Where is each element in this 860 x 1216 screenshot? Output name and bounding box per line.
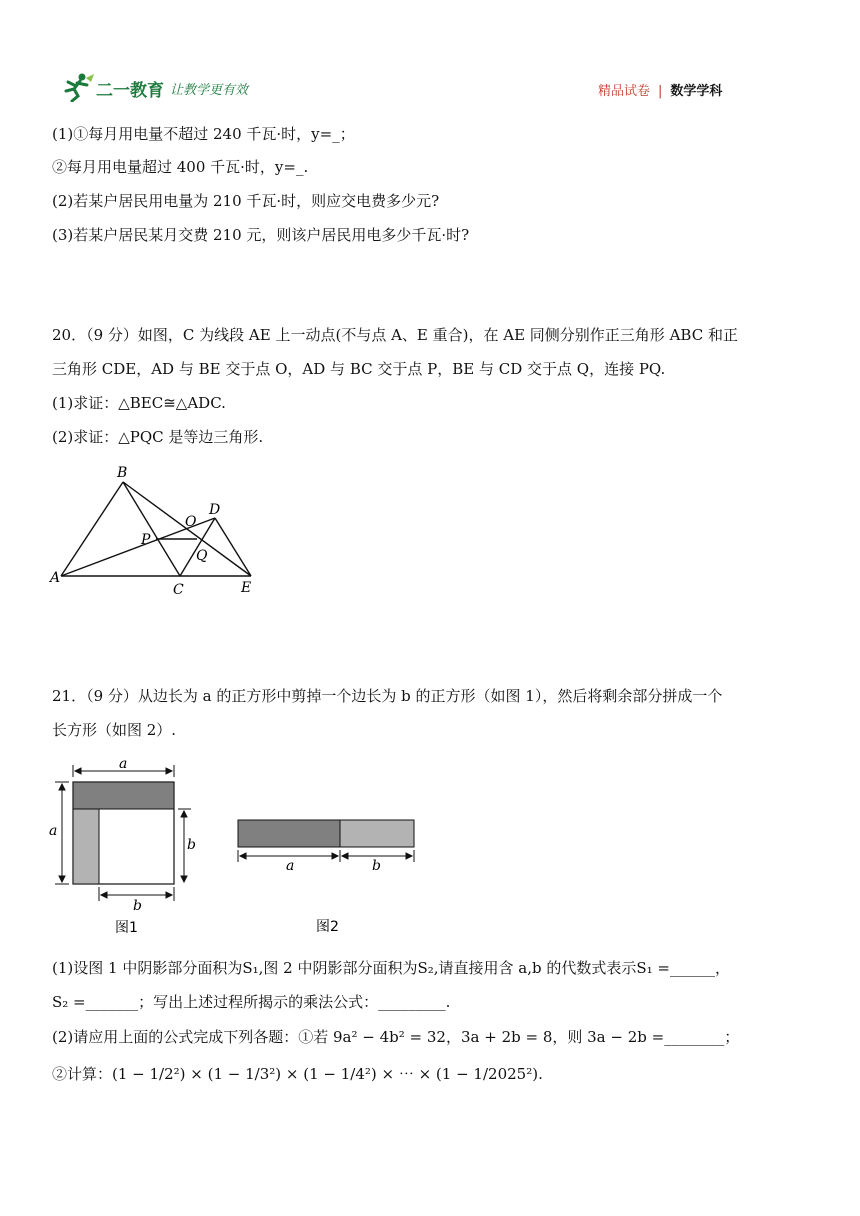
- header-subject: 数学学科: [670, 84, 723, 99]
- fig2-label-b: b: [372, 858, 381, 874]
- q19-line-2: ②每月用电量超过 400 千瓦·时，y=_.: [52, 158, 309, 176]
- q21-line-2: 长方形（如图 2）.: [52, 721, 177, 739]
- q19-line-4: (3)若某户居民某月交费 210 元，则该户居民用电多少千瓦·时?: [52, 226, 470, 244]
- q19-line-1: (1)①每月用电量不超过 240 千瓦·时，y=_；: [52, 125, 355, 143]
- header-separator: |: [658, 84, 663, 99]
- fig1-label-left-a: a: [49, 823, 58, 839]
- shaded-top-strip: [73, 782, 174, 809]
- q21-part-2-line-2: ②计算：(1 − 1/2²) × (1 − 1/3²) × (1 − 1/4²) × ⋯ × (1 − 1/2025²).: [52, 1065, 543, 1083]
- fig2-light-rect: [340, 820, 414, 847]
- label-Q: Q: [196, 548, 208, 564]
- q20-part-1: (1)求证：△BEC≅△ADC.: [52, 394, 226, 412]
- q21-part-1-line-2: S₂ =_______；写出上述过程所揭示的乘法公式：_________.: [52, 993, 451, 1011]
- fig2-caption: 图2: [316, 919, 339, 935]
- header-tag: 精品试卷: [598, 84, 651, 99]
- shaded-left-strip: [73, 809, 99, 884]
- q21-part-1-line-1: (1)设图 1 中阴影部分面积为S₁,图 2 中阴影部分面积为S₂,请直接用含 a,b 的代数式表示S₁ =______，: [52, 959, 730, 977]
- header-logo: [60, 72, 260, 102]
- q21-figure-1: [45, 755, 215, 940]
- q20-line-1: 20．（9 分）如图，C 为线段 AE 上一动点(不与点 A、E 重合)，在 AE 同侧分别作正三角形 ABC 和正: [52, 326, 738, 344]
- segment-AB: [61, 482, 123, 576]
- brand-slogan: 让教学更有效: [170, 83, 249, 98]
- label-C: C: [173, 582, 184, 598]
- label-O: O: [185, 514, 197, 530]
- fig1-label-right-b: b: [187, 837, 196, 853]
- fig2-label-a: a: [286, 858, 295, 874]
- label-E: E: [241, 580, 252, 596]
- label-P: P: [141, 532, 151, 548]
- fig1-label-top-a: a: [119, 756, 128, 772]
- segment-BC: [123, 482, 180, 576]
- q21-part-2-line-1: (2)请应用上面的公式完成下列各题：①若 9a² − 4b² = 32，3a + 2b = 8，则 3a − 2b =________；: [52, 1028, 740, 1046]
- label-A: A: [50, 570, 61, 586]
- fig1-caption: 图1: [115, 920, 138, 936]
- header-right: [598, 80, 722, 99]
- label-B: B: [117, 465, 128, 481]
- q21-figure-2: [230, 810, 430, 940]
- segment-DE: [215, 518, 251, 576]
- brand-name: 二一教育: [96, 81, 164, 101]
- q20-line-2: 三角形 CDE，AD 与 BE 交于点 O，AD 与 BC 交于点 P，BE 与 CD 交于点 Q，连接 PQ.: [52, 360, 666, 378]
- q20-part-2: (2)求证：△PQC 是等边三角形.: [52, 428, 264, 446]
- q21-line-1: 21．（9 分）从边长为 a 的正方形中剪掉一个边长为 b 的正方形（如图 1），然后将剩余部分拼成一个: [52, 687, 723, 705]
- runner-logo-icon: [60, 72, 96, 102]
- q19-line-3: (2)若某户居民用电量为 210 千瓦·时，则应交电费多少元?: [52, 192, 440, 210]
- q20-triangle-figure: [45, 460, 265, 600]
- fig1-label-bottom-b: b: [133, 898, 142, 914]
- label-D: D: [209, 502, 221, 518]
- fig2-dark-rect: [238, 820, 340, 847]
